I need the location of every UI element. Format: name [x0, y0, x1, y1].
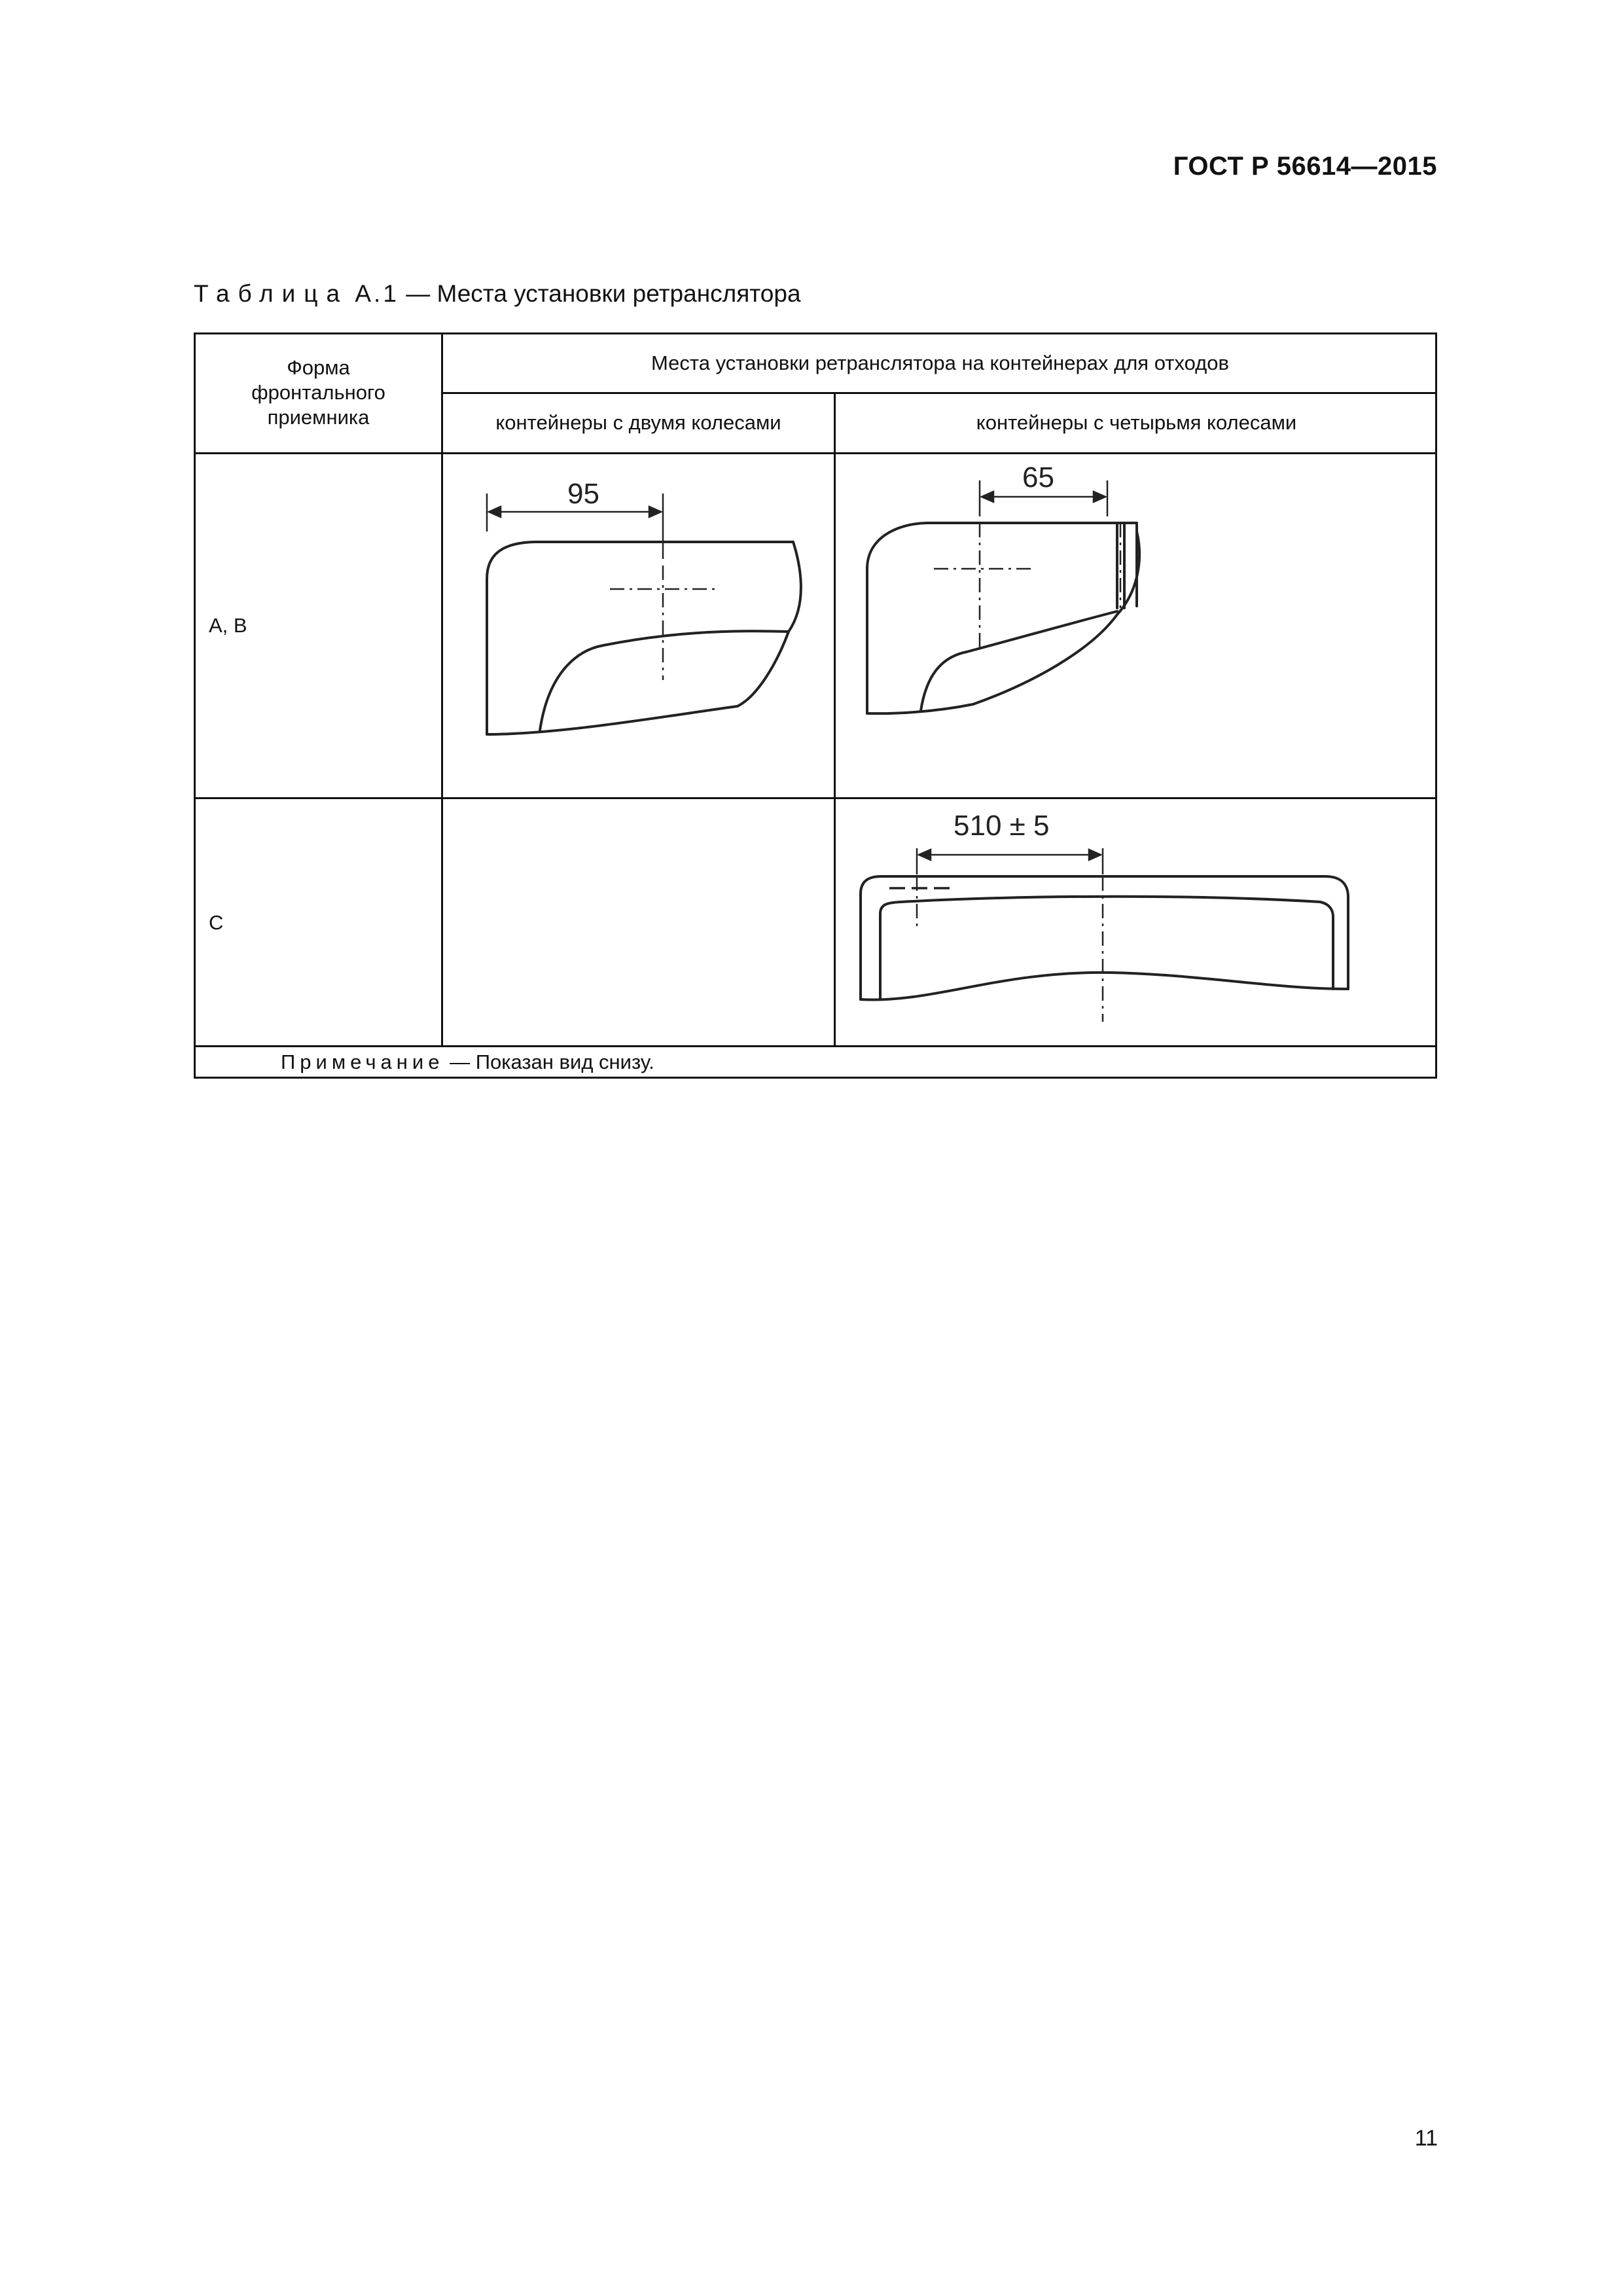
table-divider	[441, 392, 1437, 394]
dimension-label: 95	[567, 478, 599, 510]
note-text: Показан вид снизу.	[475, 1050, 654, 1073]
subheader-four-wheels: контейнеры с четырьмя колесами	[976, 411, 1297, 434]
table-note	[281, 1050, 654, 1074]
col-header-shape: Форма фронтального приемника	[251, 356, 385, 429]
caption-dash: —	[406, 280, 431, 307]
placement-table	[194, 332, 1437, 1079]
row-label-ab: А, В	[209, 614, 247, 637]
page-number: 11	[1414, 2126, 1438, 2151]
caption-number: А.1	[355, 280, 399, 307]
group-header: Места установки ретранслятора на контейнерах для отходов	[651, 351, 1229, 374]
dimension-label: 510 ± 5	[954, 810, 1050, 842]
dimension-label: 65	[1022, 461, 1054, 493]
drawing-two-wheels-ab	[443, 454, 834, 797]
drawing-four-wheels-c	[836, 799, 1437, 1045]
row-label-c: С	[209, 911, 224, 934]
table-caption	[194, 280, 801, 308]
table-divider	[196, 1045, 1437, 1047]
drawing-four-wheels-ab	[836, 454, 1437, 797]
note-dash: —	[450, 1050, 471, 1073]
caption-label: Таблица	[194, 280, 349, 307]
caption-title: Места установки ретранслятора	[437, 280, 801, 307]
subheader-two-wheels: контейнеры с двумя колесами	[495, 411, 781, 434]
standard-number: ГОСТ Р 56614—2015	[1173, 152, 1437, 181]
note-label: Примечание	[281, 1050, 444, 1073]
